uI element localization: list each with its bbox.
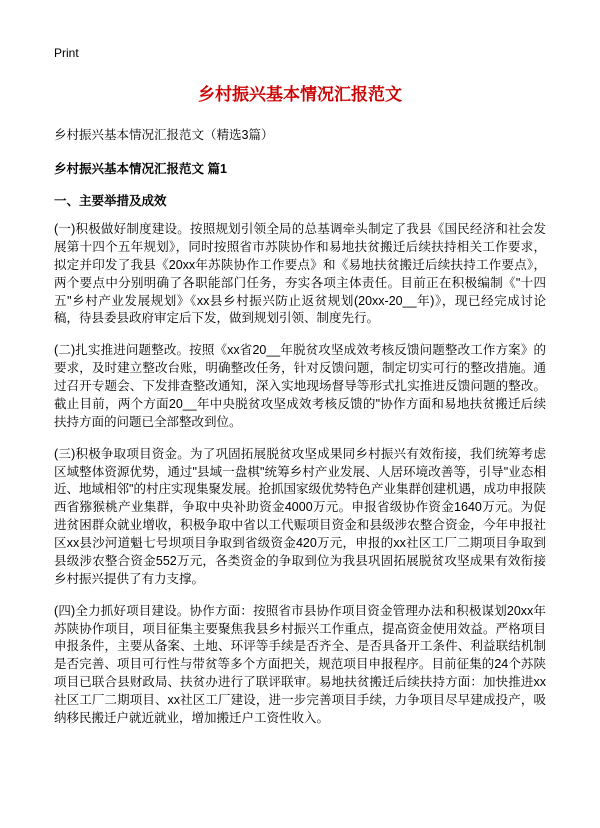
paragraph-3: (三)积极争取项目资金。为了巩固拓展脱贫攻坚成果同乡村振兴有效衔接，我们统筹考虑区域整体资源优势，通过"县域一盘棋"统筹乡村产业发展、人居环境改善等，引导"业态相近、地域相邻"的村庄实现集聚发展。抢抓国家级优势特色产业集群创建机遇，成功申报陕西省猕猴桃产业集群，争取中央补助资金4000万元。申报省级协作资金1640万元。为促进贫困群众就业增收，积极争取中省以工代赈项目资金和县级涉农整合资金，今年申报社区xx县沙河道魁七号坝项目争取到省级资金420万元，申报的xx社区工厂二期项目争取到县级涉农整合资金552万元，各类资金的争取到位为我县巩固拓展脱贫攻坚成果有效衔接乡村振兴提供了有力支撑。 [54, 446, 546, 586]
document-title: 乡村振兴基本情况汇报范文 [198, 85, 402, 104]
section-heading-part1: 乡村振兴基本情况汇报范文 篇1 [54, 162, 227, 176]
paragraph-4: (四)全力抓好项目建设。协作方面：按照省市县协作项目资金管理办法和积极谋划20xx年苏陕协作项目，项目征集主要聚焦我县乡村振兴工作重点，提高资金使用效益。严格项目申报条件，主要从备案、土地、环评等手续是否齐全、是否具备开工条件、利益联结机制是否完善、项目可行性与带贫等多个方面把关，规范项目申报程序。目前征集的24个苏陕项目已联合县财政局、扶贫办进行了联评联审。易地扶贫搬迁后续扶持方面：加快推进xx社区工厂二期项目、xx社区工厂建设，进一步完善项目手续，力争项目尽早建成投产，吸纳移民搬迁户就近就业，增加搬迁户工资性收入。 [54, 603, 546, 725]
paragraph-1: (一)积极做好制度建设。按照规划引领全局的总基调牵头制定了我县《国民经济和社会发展第十四个五年规划》，同时按照省市苏陕协作和易地扶贫搬迁后续扶持相关工作要求，拟定并印发了我县《20xx年苏陕协作工作要点》和《易地扶贫搬迁后续扶持工作要点》，两个要点中分别明确了各职能部门任务，夯实各项主体责任。目前正在积极编制《"十四五"乡村产业发展规划》《xx县乡村振兴防止返贫规划(20xx-20__年)》，现已经完成讨论稿，待县委县政府审定后下发，做到规划引领、制度先行。 [54, 222, 546, 326]
paragraph-2: (二)扎实推进问题整改。按照《xx省20__年脱贫攻坚成效考核反馈问题整改工作方案》的要求，及时建立整改台账，明确整改任务，针对反馈问题，制定切实可行的整改措施。通过召开专题会、下发排查整改通知，深入实地现场督导等形式扎实推进反馈问题的整改。截止目前，两个方面20__年中央脱贫攻坚成效考核反馈的"协作方面和易地扶贫搬迁后续扶持方面的问题已全部整改到位。 [54, 343, 546, 429]
print-link[interactable]: Print [54, 46, 79, 60]
subsection-heading-measures: 一、主要举措及成效 [54, 194, 167, 208]
document-subtitle: 乡村振兴基本情况汇报范文（精选3篇） [54, 128, 274, 142]
